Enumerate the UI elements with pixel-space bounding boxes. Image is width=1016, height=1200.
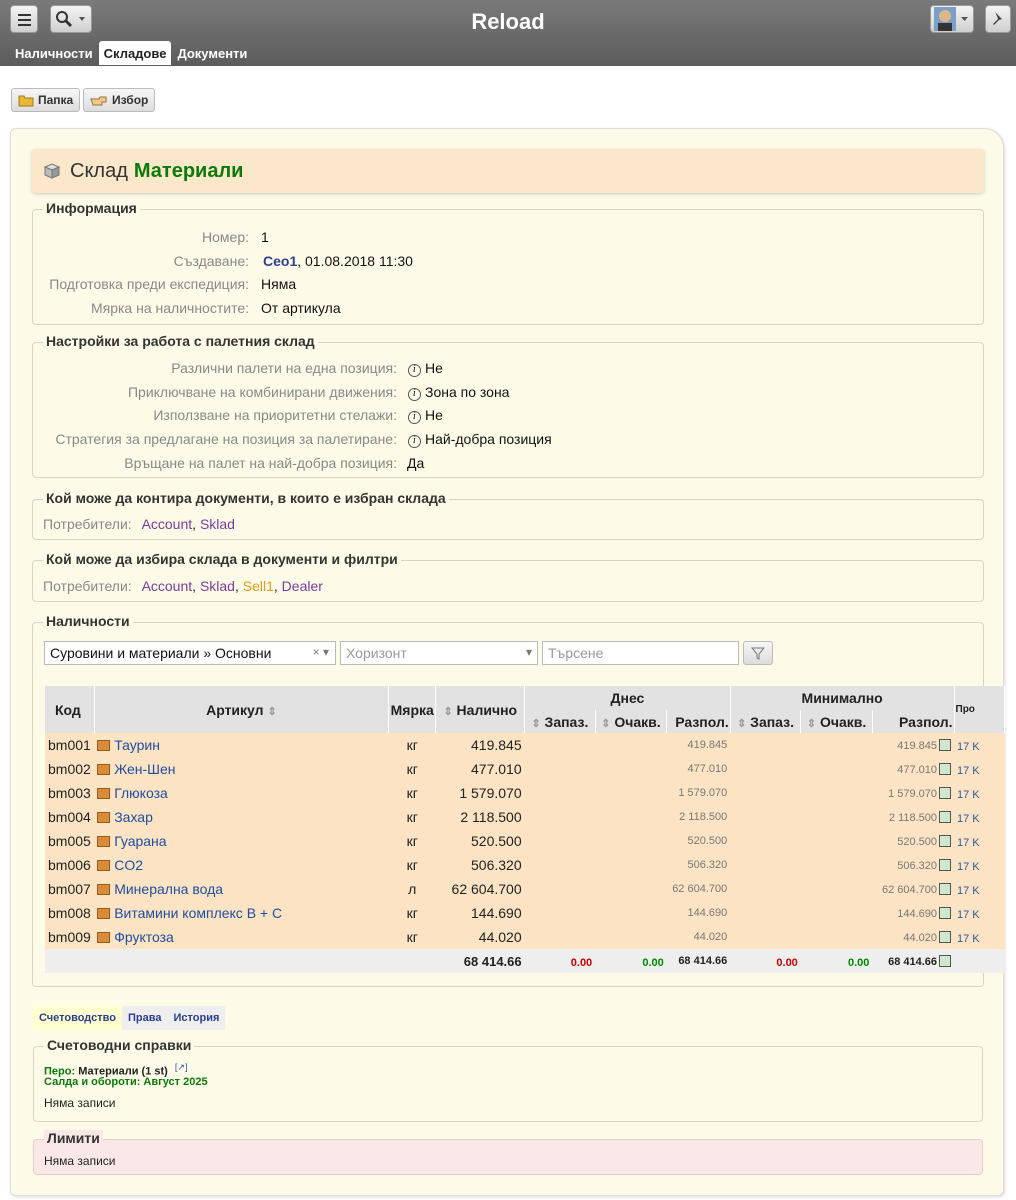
user-link[interactable]: Sklad — [199, 516, 235, 532]
free-cell: 2 118.500 — [667, 805, 731, 829]
article-cell[interactable]: Захар — [94, 805, 388, 829]
code-cell: bm008 — [45, 901, 94, 925]
pero-line: Перо: Материали (1 st) [↗] — [44, 1062, 188, 1078]
article-cell[interactable]: Гуарана — [94, 829, 388, 853]
qty-cell: 419.845 — [436, 733, 525, 757]
empty-text: Няма записи — [44, 1154, 116, 1168]
info-fieldset: Информация Номер: 1 Създаване: Ceo1, 01.08.2018 11:30 Подготовка преди експедиция: Няма Мярка на наличностите: От артикула — [32, 209, 984, 325]
user-link[interactable]: Account — [141, 516, 193, 532]
store-panel — [10, 128, 1004, 1196]
free-cell: 144.690 — [667, 901, 731, 925]
measure-cell: л — [389, 877, 436, 901]
tab-rights[interactable]: Права — [122, 1006, 167, 1030]
free-cell: 520.500 — [667, 829, 731, 853]
calendar-icon[interactable] — [939, 931, 951, 943]
app-title: Reload — [471, 9, 545, 34]
extra-cell[interactable]: 17 K — [954, 925, 1004, 949]
avatar-icon — [931, 6, 973, 32]
code-cell: bm001 — [45, 733, 94, 757]
qty-cell: 44.020 — [436, 925, 525, 949]
external-link-icon[interactable]: [↗] — [174, 1062, 188, 1072]
min-free-cell: 2 118.500 — [872, 805, 954, 829]
free-cell: 62 604.700 — [667, 877, 731, 901]
pallet-value: i Зона по зона — [408, 384, 509, 401]
info-icon[interactable]: i — [408, 435, 421, 448]
post-docs-users: Потребители: Account, Sklad — [43, 516, 235, 532]
article-cell[interactable]: Таурин — [94, 733, 388, 757]
extra-cell[interactable]: 17 K — [954, 901, 1004, 925]
horizon-select[interactable]: Хоризонт ▾ — [340, 641, 538, 665]
article-cell[interactable]: Фруктоза — [94, 925, 388, 949]
measure-cell: кг — [389, 757, 436, 781]
min-free-cell: 520.500 — [872, 829, 954, 853]
select-docs-users: Потребители: Account, Sklad, Sell1, Dealer — [43, 578, 323, 594]
product-icon — [97, 764, 110, 775]
info-value: 1 — [261, 229, 269, 245]
pallet-value: i Най-добра позиция — [408, 431, 552, 448]
measure-cell: кг — [389, 853, 436, 877]
code-cell: bm005 — [45, 829, 94, 853]
pin-icon — [986, 6, 1010, 32]
folder-button[interactable]: Папка — [11, 88, 80, 112]
table-row — [45, 925, 1005, 949]
accounting-fieldset: Счетоводни справки Перо: Материали (1 st) [↗] Салда и обороти: Август 2025 Няма записи — [33, 1046, 983, 1122]
user-link[interactable]: Dealer — [281, 578, 323, 594]
calendar-icon[interactable] — [939, 835, 951, 847]
qty-cell: 520.500 — [436, 829, 525, 853]
free-cell: 1 579.070 — [667, 781, 731, 805]
col-measure[interactable]: Мярка — [389, 686, 436, 733]
table-row — [45, 877, 1005, 901]
filter-icon — [751, 646, 765, 660]
code-cell: bm007 — [45, 877, 94, 901]
calendar-icon[interactable] — [939, 907, 951, 919]
post-docs-fieldset: Кой може да контира документи, в които е избран склада Потребители: Account, Sklad — [32, 499, 984, 540]
filter-button[interactable] — [743, 641, 773, 665]
code-cell: bm003 — [45, 781, 94, 805]
page-title: Склад Материали — [32, 149, 984, 193]
sub-tabs — [33, 1006, 225, 1030]
pallet-label: Приключване на комбинирани движения: — [127, 384, 397, 400]
product-icon — [97, 932, 110, 943]
pallet-label: Различни палети на една позиция: — [171, 360, 397, 376]
info-label: Подготовка преди експедиция: — [49, 276, 249, 292]
product-icon — [97, 812, 110, 823]
calendar-icon[interactable] — [939, 739, 951, 751]
min-free-cell: 44.020 — [872, 925, 954, 949]
free-cell: 506.320 — [667, 853, 731, 877]
info-icon[interactable]: i — [408, 411, 421, 424]
col-available[interactable]: ⇕ Налично — [436, 686, 525, 733]
creator-link[interactable]: Ceo1 — [263, 253, 298, 269]
table-row — [45, 901, 1005, 925]
product-icon — [97, 788, 110, 799]
search-input[interactable]: Търсене — [542, 641, 739, 665]
measure-cell: кг — [389, 901, 436, 925]
min-free-cell: 144.690 — [872, 901, 954, 925]
table-row — [45, 853, 1005, 877]
measure-cell: кг — [389, 733, 436, 757]
pallet-label: Използване на приоритетни стелажи: — [153, 407, 397, 423]
balances-link[interactable]: Салда и обороти: Август 2025 — [44, 1076, 208, 1088]
user-link[interactable]: Account — [141, 578, 193, 594]
col-today: Днес — [525, 686, 731, 710]
clear-icon[interactable]: × ▾ — [312, 645, 329, 659]
empty-text: Няма записи — [44, 1096, 116, 1110]
measure-cell: кг — [389, 805, 436, 829]
pallet-value: i Не — [408, 407, 443, 424]
product-icon — [97, 860, 110, 871]
qty-cell: 1 579.070 — [436, 781, 525, 805]
tab-accounting[interactable]: Счетоводство — [33, 1006, 122, 1030]
calendar-icon[interactable] — [939, 883, 951, 895]
pallet-label: Връщане на палет на най-добра позиция: — [124, 455, 397, 471]
col-minimum: Минимално — [730, 686, 954, 710]
user-link[interactable]: Sklad — [199, 578, 235, 594]
qty-cell: 2 118.500 — [436, 805, 525, 829]
select-docs-fieldset: Кой може да избира склада в документи и филтри Потребители: Account, Sklad, Sell1, Dealer — [32, 560, 984, 602]
col-article[interactable]: Артикул ⇕ — [94, 686, 388, 733]
col-code[interactable]: Код — [45, 686, 94, 733]
tab-stores[interactable]: Складове — [99, 41, 172, 65]
col-min-free[interactable]: Разпол. — [872, 710, 954, 733]
table-row — [45, 781, 1005, 805]
article-cell[interactable]: Витамини комплекс B + C — [94, 901, 388, 925]
calendar-icon[interactable] — [939, 955, 951, 967]
table-row — [45, 733, 1005, 757]
article-cell[interactable]: Минерална вода — [94, 877, 388, 901]
top-bar — [0, 0, 1016, 66]
min-free-cell: 419.845 — [872, 733, 954, 757]
info-label: Мярка на наличностите: — [90, 300, 249, 316]
tab-documents[interactable]: Документи — [177, 46, 248, 61]
stock-table — [45, 686, 980, 976]
select-button[interactable]: Избор — [83, 88, 155, 112]
col-today-free[interactable]: Разпол. — [667, 710, 731, 733]
group-select[interactable]: Суровини и материали » Основни × ▾ — [44, 641, 336, 665]
article-cell[interactable]: Жен-Шен — [94, 757, 388, 781]
measure-cell: кг — [389, 781, 436, 805]
qty-cell: 144.690 — [436, 901, 525, 925]
measure-cell: кг — [389, 925, 436, 949]
main-tabs — [10, 41, 253, 65]
article-cell[interactable]: Глюкоза — [94, 781, 388, 805]
calendar-icon[interactable] — [939, 811, 951, 823]
min-free-cell: 477.010 — [872, 757, 954, 781]
chevron-down-icon: ▾ — [525, 645, 532, 659]
extra-cell[interactable]: 17 K — [954, 853, 1004, 877]
box-icon — [42, 162, 62, 180]
product-icon — [97, 740, 110, 751]
tab-inventory[interactable]: Наличности — [15, 46, 93, 61]
product-icon — [97, 908, 110, 919]
min-free-cell: 62 604.700 — [872, 877, 954, 901]
calendar-icon[interactable] — [939, 763, 951, 775]
measure-cell: кг — [389, 829, 436, 853]
extra-cell[interactable]: 17 K — [954, 757, 1004, 781]
extra-cell[interactable]: 17 K — [954, 877, 1004, 901]
code-cell: bm009 — [45, 925, 94, 949]
info-label: Създаване: — [173, 253, 249, 269]
calendar-icon[interactable] — [939, 859, 951, 871]
calendar-icon[interactable] — [939, 787, 951, 799]
col-min-reserved[interactable]: ⇕ Запаз. — [730, 710, 801, 733]
limits-fieldset: Лимити Няма записи — [33, 1139, 983, 1175]
info-icon[interactable]: i — [408, 364, 421, 377]
pointing-hand-icon — [90, 94, 108, 107]
min-free-cell: 1 579.070 — [872, 781, 954, 805]
pallet-label: Стратегия за предлагане на позиция за палетиране: — [55, 431, 397, 447]
folder-icon — [18, 94, 34, 107]
pallet-fieldset: Настройки за работа с палетния склад Различни палети на една позиция: i Не Приключване на комбинирани движения: i Зона по зона Използване на приоритетни стелажи: i Не Стратегия за предлагане на позиция за палетиране: i Най-добра позиция Връщане на палет на най-добра позиция: Да — [32, 342, 984, 478]
user-menu-button[interactable] — [930, 5, 974, 33]
table-row — [45, 805, 1005, 829]
tab-history[interactable]: История — [167, 1006, 225, 1030]
extra-cell[interactable]: 17 K — [954, 781, 1004, 805]
col-today-expected[interactable]: ⇕ Очакв. — [595, 710, 667, 733]
stock-fieldset: Наличности — [32, 622, 984, 987]
extra-cell[interactable]: 17 K — [954, 805, 1004, 829]
extra-cell[interactable]: 17 K — [954, 829, 1004, 853]
min-free-cell: 506.320 — [872, 853, 954, 877]
extra-cell[interactable]: 17 K — [954, 733, 1004, 757]
pallet-value: i Не — [408, 360, 443, 377]
user-link[interactable]: Sell1 — [242, 578, 274, 594]
article-cell[interactable]: CO2 — [94, 853, 388, 877]
col-min-expected[interactable]: ⇕ Очакв. — [801, 710, 873, 733]
qty-cell: 477.010 — [436, 757, 525, 781]
col-today-reserved[interactable]: ⇕ Запаз. — [525, 710, 596, 733]
totals-row: 68 414.66 0.00 0.00 68 414.66 0.00 0.00 68 414.66 — [45, 949, 1005, 973]
info-icon[interactable]: i — [408, 388, 421, 401]
free-cell: 44.020 — [667, 925, 731, 949]
qty-cell: 506.320 — [436, 853, 525, 877]
info-value: От артикула — [261, 300, 341, 316]
qty-cell: 62 604.700 — [436, 877, 525, 901]
code-cell: bm006 — [45, 853, 94, 877]
info-value: Няма — [261, 276, 297, 292]
col-extra: Про — [954, 686, 1004, 733]
free-cell: 477.010 — [667, 757, 731, 781]
product-icon — [97, 836, 110, 847]
created-by: Ceo1, 01.08.2018 11:30 — [263, 253, 413, 269]
pallet-value: Да — [407, 455, 425, 471]
code-cell: bm004 — [45, 805, 94, 829]
table-row — [45, 757, 1005, 781]
info-label: Номер: — [202, 229, 249, 245]
free-cell: 419.845 — [667, 733, 731, 757]
pin-button[interactable] — [985, 5, 1011, 33]
table-row — [45, 829, 1005, 853]
product-icon — [97, 884, 110, 895]
code-cell: bm002 — [45, 757, 94, 781]
